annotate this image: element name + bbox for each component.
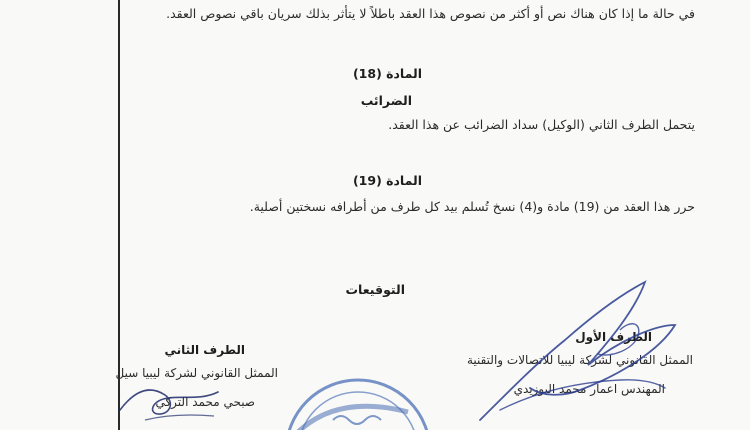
second-party-title: الطرف الثاني (164, 343, 245, 357)
second-party-role: الممثل القانوني لشركة ليبيا سيل (115, 366, 278, 380)
article-18-heading: المادة (18) (352, 66, 422, 81)
intro-line: في حالة ما إذا كان هناك نص أو أكثر من نصوص هذا العقد باطلاً لا يتأثر بذلك سريان باقي نصوص العقد. (166, 6, 695, 21)
article-18-body: يتحمل الطرف الثاني (الوكيل) سداد الضرائب عن هذا العقد. (388, 117, 695, 132)
first-party-name: المهندس اعمار محمد البوزيدي (513, 382, 665, 396)
first-party-title: الطرف الأول (575, 330, 652, 344)
intro-paragraph (166, 6, 695, 21)
article-19-heading: المادة (19) (352, 173, 422, 188)
article-19-body: حرر هذا العقد من (19) مادة و(4) نسخ تُسلم بيد كل طرف من أطرافه نسختين أصلية. (249, 199, 695, 214)
second-party-signature (110, 370, 230, 430)
first-party-role: الممثل القانوني لشركة ليبيا للاتصالات والتقنية (466, 353, 693, 367)
company-stamp (278, 372, 448, 430)
first-party-signature (470, 270, 690, 430)
second-party-name: صبحي محمد التركي (155, 395, 255, 409)
article-18-subheading: الضرائب (360, 93, 412, 108)
signatures-title: التوقيعات (345, 282, 405, 297)
